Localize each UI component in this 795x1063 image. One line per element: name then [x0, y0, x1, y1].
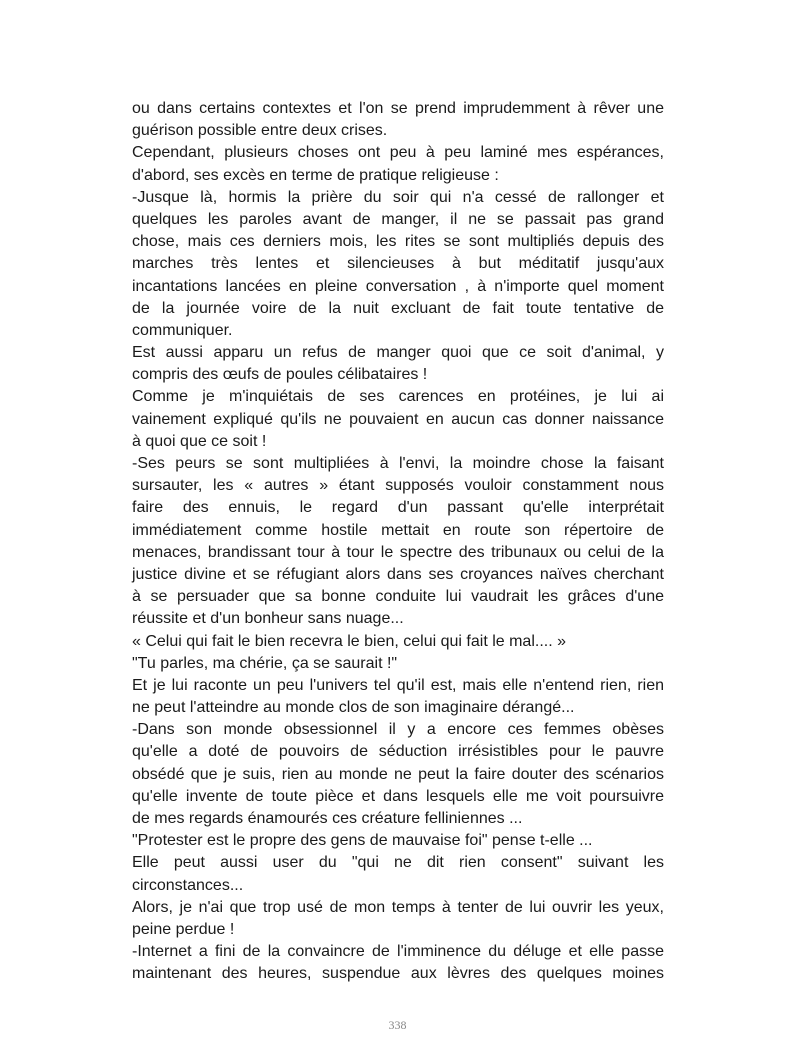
text-line: Et je lui raconte un peu l'univers tel qu'il est, mais elle n'entend rien, rien: [132, 676, 664, 694]
text-line: qu'elle invente de toute pièce et dans lesquels elle me voit poursuivre: [132, 787, 664, 805]
text-line: compris des œufs de poules célibataires !: [132, 366, 428, 384]
text-line: à se persuader que sa bonne conduite lui vaudrait les grâces d'une: [132, 588, 664, 606]
text-line: de mes regards énamourés ces créature felliniennes ...: [132, 810, 523, 827]
text-line: justice divine et se réfugiant alors dans ses croyances naïves cherchant: [132, 565, 664, 583]
text-line: quelques les paroles avant de manger, il ne se passait pas grand: [132, 210, 664, 228]
text-line: -Internet a fini de la convaincre de l'imminence du déluge et elle passe: [132, 943, 664, 961]
text-line: incantations lancées en pleine conversation , à n'importe quel moment: [132, 277, 664, 295]
text-line: réussite et d'un bonheur sans nuage...: [132, 610, 404, 628]
text-line: ou dans certains contextes et l'on se prend imprudemment à rêver une: [132, 100, 664, 117]
text-line: d'abord, ses excès en terme de pratique religieuse :: [132, 166, 499, 184]
body-text: [132, 98, 664, 986]
text-line: menaces, brandissant tour à tour le spectre des tribunaux ou celui de la: [132, 543, 664, 561]
text-line: Est aussi apparu un refus de manger quoi que ce soit d'animal, y: [132, 344, 664, 362]
text-line: -Jusque là, hormis la prière du soir qui n'a cessé de rallonger et: [132, 188, 664, 206]
text-line: Alors, je n'ai que trop usé de mon temps à tenter de lui ouvrir les yeux,: [132, 898, 664, 916]
text-line: sursauter, les « autres » étant supposés vouloir constamment nous: [132, 477, 664, 495]
text-line: de la journée voire de la nuit excluant de fait toute tentative de: [132, 299, 664, 317]
text-line: chose, mais ces derniers mois, les rites se sont multipliés depuis des: [132, 233, 664, 251]
text-line: maintenant des heures, suspendue aux lèvres des quelques moines: [132, 965, 664, 983]
text-line: vainement expliqué qu'ils ne pouvaient en aucun cas donner naissance: [132, 410, 664, 428]
text-line: marches très lentes et silencieuses à but méditatif jusqu'aux: [132, 255, 664, 273]
text-line: « Celui qui fait le bien recevra le bien, celui qui fait le mal.... »: [132, 632, 567, 650]
text-line: "Protester est le propre des gens de mauvaise foi" pense t-elle ...: [132, 832, 593, 850]
text-line: immédiatement comme hostile mettait en route son répertoire de: [132, 521, 664, 539]
text-line: "Tu parles, ma chérie, ça se saurait !": [132, 654, 398, 672]
text-line: obsédé que je suis, rien au monde ne peut la faire douter des scénarios: [132, 765, 664, 783]
text-line: communiquer.: [132, 321, 233, 339]
text-line: -Ses peurs se sont multipliées à l'envi, la moindre chose la faisant: [132, 455, 664, 472]
text-line: Cependant, plusieurs choses ont peu à peu laminé mes espérances,: [132, 144, 664, 162]
text-line: ne peut l'atteindre au monde clos de son imaginaire dérangé...: [132, 699, 575, 717]
text-line: à quoi que ce soit !: [132, 432, 267, 450]
text-line: guérison possible entre deux crises.: [132, 122, 388, 140]
text-line: peine perdue !: [132, 920, 235, 938]
text-line: Comme je m'inquiétais de ses carences en protéines, je lui ai: [132, 388, 664, 406]
text-line: qu'elle a doté de pouvoirs de séduction irrésistibles pour le pauvre: [132, 743, 664, 761]
text-line: Elle peut aussi user du "qui ne dit rien consent" suivant les: [132, 854, 664, 872]
text-line: -Dans son monde obsessionnel il y a encore ces femmes obèses: [132, 721, 664, 739]
page-number: 338: [388, 1018, 407, 1032]
text-line: faire des ennuis, le regard d'un passant qu'elle interprétait: [132, 499, 664, 517]
text-line: circonstances...: [132, 876, 244, 894]
